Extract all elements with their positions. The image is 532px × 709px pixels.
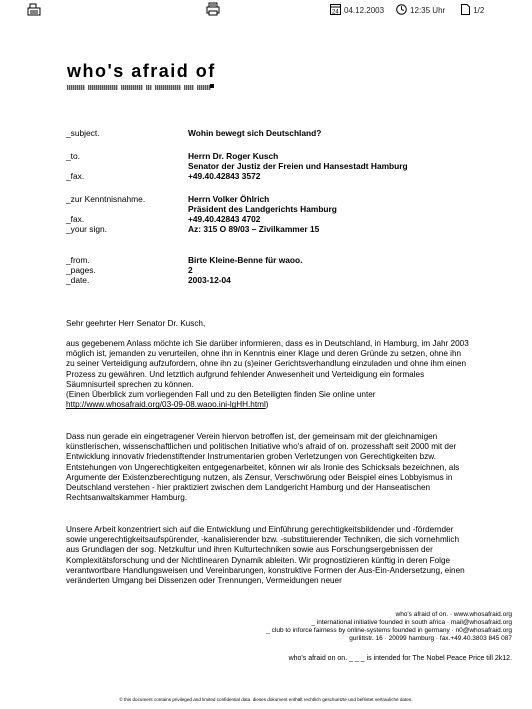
paragraph-1-overview: (Einen Überblick zum vorliegenden Fall und zu den Beteiligten finden Sie online unter [66, 390, 376, 400]
meta-label-pages: _pages. [66, 265, 96, 275]
case-overview-link[interactable]: http://www.whosafraid.org/03-09-08.waoo.ini-lgHH.html [66, 400, 266, 410]
footer-line-4: gurlittstr. 16 · 20099 hamburg · fax.+49.40.3803 845 087 [349, 635, 512, 642]
meta-value-subject: Wohin bewegt sich Deutschland? [188, 128, 322, 138]
calendar-icon [330, 4, 341, 17]
paragraph-3: Unsere Arbeit konzentriert sich auf die Entwicklung und Einführung gerechtigkeitsbildender und -fördernder sowie ungerechtigkeitsaufspürender, -kanalisierender bzw. -substituierender Techniken, die sich vornehmlich aus Grundlagen der sog. Netzkultur und ihren Kulturtechniken sowie aus Forschungsergebnissen der Komplexitätsforschung und der Nichtlinearen Dynamik ableiten. Wir prognostizieren künftig in deren Folge verantwortbare Handlungsweisen und Vereinbarungen, konstruktive Formen der Aus-Ein-Andersetzung, einen veränderten Umgang bei Dissenzen oder Trennungen, Vermeidungen neuer [66, 525, 465, 586]
fax-header [330, 4, 484, 17]
meta-label-fax: _fax. [66, 171, 85, 181]
footer-line-1: who's afraid of on. · www.whosafraid.org [395, 611, 512, 618]
meta-value-your-sign: Az: 315 O 89/03 – Zivilkammer 15 [188, 224, 320, 234]
header-date: 04.12.2003 [344, 6, 385, 15]
header-time: 12:35 Uhr [410, 6, 446, 15]
footer-line-2: _ international initiative founded in south africa · mail@whosafraid.org [311, 619, 512, 626]
footer-nobel: who's afraid on on. _ _ _ is intended for The Nobel Peace Price till 2k12. [288, 655, 512, 662]
meta-value-cc-title: Präsident des Landgerichts Hamburg [188, 204, 337, 214]
salutation: Sehr geehrter Herr Senator Dr. Kusch, [66, 319, 206, 328]
meta-value-fax: +49.40.42843 3572 [188, 171, 261, 181]
fax-machine-icon [27, 2, 41, 21]
footer-disclaimer: © this document contains privileged and limited confidential data. dieses dokument enthält rechtlich geschuetzte und befristet vertrauliche daten. [119, 697, 413, 702]
logo-text: who's afraid of [67, 61, 216, 81]
page-icon [461, 4, 470, 17]
paragraph-2: Dass nun gerade ein eingetragener Verein hiervon betroffen ist, der gemeinsam mit der gleichnamigen künstlerischen, wissenschaftlichen und politischen Initiative who's afraid of on. prozesshaft seit 2000 mit der Entwicklung innovativ friedenstiftender Instrumentarien groben Verletzungen von Gerechtigkeiten bzw. Entstehungen von Ungerechtigkeiten entgegenarbeitet, können wir als Ironie des Schicksals bezeichnen, als Argumente der Existenzberechtigung nutzen, als Zensur, Verschwörung oder Beispiel eines Lobbyismus in Deutschland verstehen - hier praktiziert zwischen dem Landgericht Hamburg und der Hanseatischen Rechtsanwaltskammer Hamburg. [66, 432, 460, 503]
header-page: 1/2 [473, 6, 485, 15]
paragraph-1-text: aus gegebenem Anlass möchte ich Sie darüber informieren, dass es in Deutschland, in Hamburg, im Jahr 2003 möglich ist, jemanden zu verurteilen, ohne ihn in Kenntnis einer Klage und deren Gründe zu setzen, ohne ihn zu seiner Verteidigung aufzufordern, ohne ihn zu (s)einer Gerichtsverhandlung einzuladen und ohne ihm einen Prozess zu gewähren. Und letztlich aufgrund fehlender Anwesenheit und Verteidigung ein formales Säumnisurteil sprechen zu können. [66, 339, 469, 389]
meta-label-cc-fax: _fax. [66, 214, 85, 224]
paragraph-1 [66, 339, 471, 410]
meta-label-subject: _subject. [66, 128, 100, 138]
meta-label-your-sign: _your sign. [66, 224, 107, 234]
meta-label-date: _date. [66, 275, 90, 285]
logo-dot [210, 84, 214, 88]
meta-label-from: _from. [66, 255, 90, 265]
meta-value-cc: Herrn Volker Öhlrich [188, 194, 270, 204]
meta-value-to-title: Senator der Justiz der Freien und Hansestadt Hamburg [188, 161, 408, 171]
meta-value-pages: 2 [188, 265, 193, 275]
footer-line-3: _ club to inforce fairness by online-systems founded in germany · n0@whosafraid.org [266, 627, 512, 634]
meta-label-cc: _zur Kenntnisnahme. [66, 194, 146, 204]
logo-scrambled-bar [67, 81, 215, 90]
meta-value-date: 2003-12-04 [188, 275, 231, 285]
meta-label-to: _to. [66, 151, 80, 161]
paragraph-1-close: ) [265, 400, 269, 410]
meta-value-from: Birte Kleine-Benne für waoo. [188, 255, 303, 265]
printer-icon [206, 2, 220, 21]
meta-value-to: Herrn Dr. Roger Kusch [188, 151, 279, 161]
meta-value-cc-fax: +49.40.42843 4702 [188, 214, 261, 224]
svg-text:24: 24 [332, 9, 339, 15]
clock-icon [396, 4, 407, 17]
